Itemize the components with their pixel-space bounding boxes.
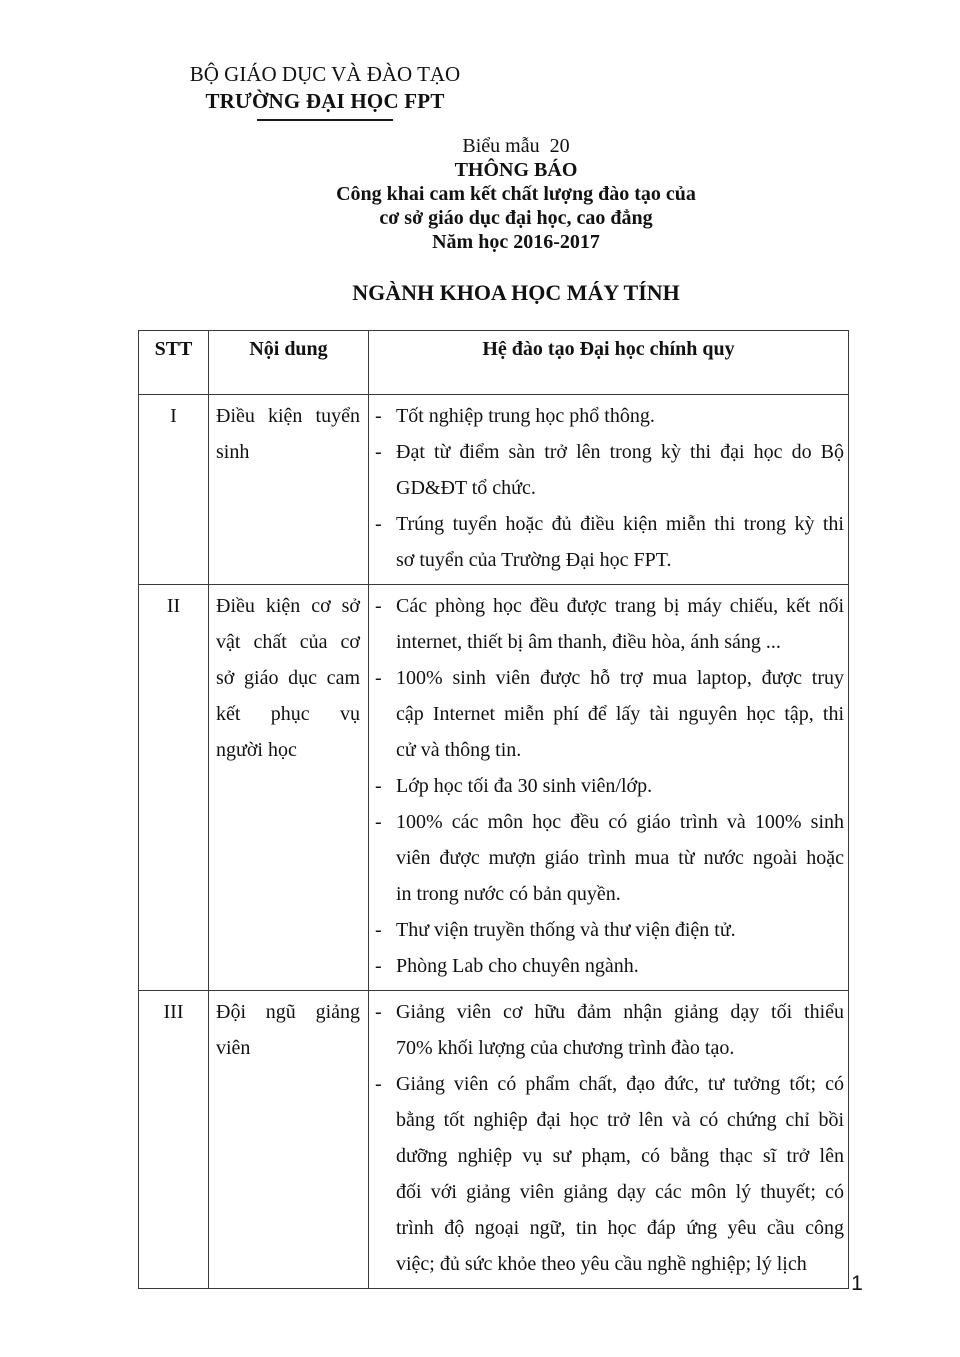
text-line: sơ tuyển của Trường Đại học FPT. bbox=[396, 549, 672, 571]
text-line: cập Internet miễn phí để lấy tài nguyên học tập, thi bbox=[396, 703, 844, 725]
bullet-dash: - bbox=[375, 1001, 382, 1023]
list-item bbox=[375, 660, 844, 768]
notice-title-block bbox=[180, 134, 852, 254]
text-line: Tốt nghiệp trung học phổ thông. bbox=[396, 405, 655, 427]
text-line: Điều kiện tuyển bbox=[216, 405, 360, 427]
list-item bbox=[375, 912, 844, 948]
text-line: kết phục vụ bbox=[216, 703, 360, 725]
text-line: internet, thiết bị âm thanh, điều hòa, ánh sáng ... bbox=[396, 631, 781, 653]
cell-stt: I bbox=[139, 395, 209, 585]
text-line: 70% khối lượng của chương trình đào tạo. bbox=[396, 1037, 735, 1059]
table-row bbox=[139, 395, 849, 585]
text-line: Lớp học tối đa 30 sinh viên/lớp. bbox=[396, 775, 653, 797]
text-line: Thư viện truyền thống và thư viện điện tử. bbox=[396, 919, 736, 941]
text-line: Trúng tuyển hoặc đủ điều kiện miễn thi trong kỳ thi bbox=[396, 513, 844, 535]
list-item bbox=[375, 804, 844, 912]
text-line: Giảng viên cơ hữu đảm nhận giảng dạy tối thiểu bbox=[396, 1001, 844, 1023]
text-line: sinh bbox=[216, 441, 250, 463]
column-header-stt: STT bbox=[139, 331, 209, 395]
academic-year: Năm học 2016-2017 bbox=[432, 231, 600, 253]
text-line: đối với giảng viên giảng dạy các môn lý thuyết; có bbox=[396, 1181, 844, 1203]
cell-details bbox=[369, 991, 849, 1289]
text-line: sở giáo dục cam bbox=[216, 667, 360, 689]
text-line: Đội ngũ giảng bbox=[216, 1001, 360, 1023]
column-header-he-dao-tao: Hệ đào tạo Đại học chính quy bbox=[369, 331, 849, 395]
notice-subtitle-1: Công khai cam kết chất lượng đào tạo của bbox=[336, 183, 696, 205]
notice-title: THÔNG BÁO bbox=[454, 159, 578, 181]
text-line: viên được mượn giáo trình mua từ nước ngoài hoặc bbox=[396, 847, 844, 869]
bullet-dash: - bbox=[375, 955, 382, 977]
text-line: GD&ĐT tổ chức. bbox=[396, 477, 536, 499]
list-item bbox=[375, 434, 844, 506]
text-line: cử và thông tin. bbox=[396, 739, 522, 761]
page-number: 1 bbox=[851, 1272, 863, 1295]
list-item bbox=[375, 398, 844, 434]
bullet-dash: - bbox=[375, 667, 382, 689]
list-item-text bbox=[396, 994, 844, 1066]
list-item-text bbox=[396, 948, 844, 984]
cell-details bbox=[369, 585, 849, 991]
ministry-name: BỘ GIÁO DỤC VÀ ĐÀO TẠO bbox=[189, 62, 461, 86]
text-line: 100% các môn học đều có giáo trình và 100% sinh bbox=[396, 811, 844, 833]
list-item-text bbox=[396, 912, 844, 948]
text-line: bằng tốt nghiệp đại học trở lên và có chứng chỉ bồi bbox=[396, 1109, 844, 1131]
list-item bbox=[375, 506, 844, 578]
text-line: Phòng Lab cho chuyên ngành. bbox=[396, 955, 639, 977]
list-item bbox=[375, 588, 844, 660]
cell-topic bbox=[209, 585, 369, 991]
list-item bbox=[375, 768, 844, 804]
text-line: 100% sinh viên được hỗ trợ mua laptop, được truy bbox=[396, 667, 844, 689]
text-line: in trong nước có bản quyền. bbox=[396, 883, 621, 905]
major-title: NGÀNH KHOA HỌC MÁY TÍNH bbox=[352, 280, 680, 305]
text-line: trình độ ngoại ngữ, tin học đáp ứng yêu cầu công bbox=[396, 1217, 844, 1239]
cell-stt: II bbox=[139, 585, 209, 991]
cell-details bbox=[369, 395, 849, 585]
bullet-dash: - bbox=[375, 441, 382, 463]
list-item-text bbox=[396, 506, 844, 578]
list-item bbox=[375, 994, 844, 1066]
list-item-text bbox=[396, 1066, 844, 1282]
letterhead bbox=[158, 61, 492, 121]
list-item-text bbox=[396, 804, 844, 912]
bullet-dash: - bbox=[375, 1073, 382, 1095]
list-item-text bbox=[396, 768, 844, 804]
text-line: Đạt từ điểm sàn trở lên trong kỳ thi đại học do Bộ bbox=[396, 441, 844, 463]
text-line: dưỡng nghiệp vụ sư phạm, có bằng thạc sĩ trở lên bbox=[396, 1145, 844, 1167]
cell-topic bbox=[209, 395, 369, 585]
cell-stt: III bbox=[139, 991, 209, 1289]
letterhead-divider bbox=[257, 119, 393, 121]
column-header-noi-dung: Nội dung bbox=[209, 331, 369, 395]
university-name: TRƯỜNG ĐẠI HỌC FPT bbox=[205, 89, 445, 113]
form-number-label: Biểu mẫu 20 bbox=[462, 135, 570, 157]
text-line: vật chất của cơ bbox=[216, 631, 360, 653]
bullet-dash: - bbox=[375, 919, 382, 941]
text-line: người học bbox=[216, 739, 297, 761]
table-row bbox=[139, 585, 849, 991]
list-item bbox=[375, 948, 844, 984]
notice-subtitle-2: cơ sở giáo dục đại học, cao đẳng bbox=[379, 207, 653, 229]
text-line: viên bbox=[216, 1037, 251, 1059]
list-item bbox=[375, 1066, 844, 1282]
list-item-text bbox=[396, 398, 844, 434]
bullet-dash: - bbox=[375, 775, 382, 797]
text-line: Các phòng học đều được trang bị máy chiếu, kết nối bbox=[396, 595, 844, 617]
table-body bbox=[139, 395, 849, 1289]
list-item-text bbox=[396, 660, 844, 768]
bullet-dash: - bbox=[375, 513, 382, 535]
cell-topic bbox=[209, 991, 369, 1289]
commitment-table bbox=[138, 330, 849, 1289]
text-line: Điều kiện cơ sở bbox=[216, 595, 360, 617]
table-header-row bbox=[139, 331, 849, 395]
bullet-dash: - bbox=[375, 811, 382, 833]
list-item-text bbox=[396, 434, 844, 506]
bullet-dash: - bbox=[375, 595, 382, 617]
text-line: Giảng viên có phẩm chất, đạo đức, tư tưởng tốt; có bbox=[396, 1073, 844, 1095]
bullet-dash: - bbox=[375, 405, 382, 427]
text-line: việc; đủ sức khỏe theo yêu cầu nghề nghiệp; lý lịch bbox=[396, 1253, 807, 1275]
table-row bbox=[139, 991, 849, 1289]
list-item-text bbox=[396, 588, 844, 660]
